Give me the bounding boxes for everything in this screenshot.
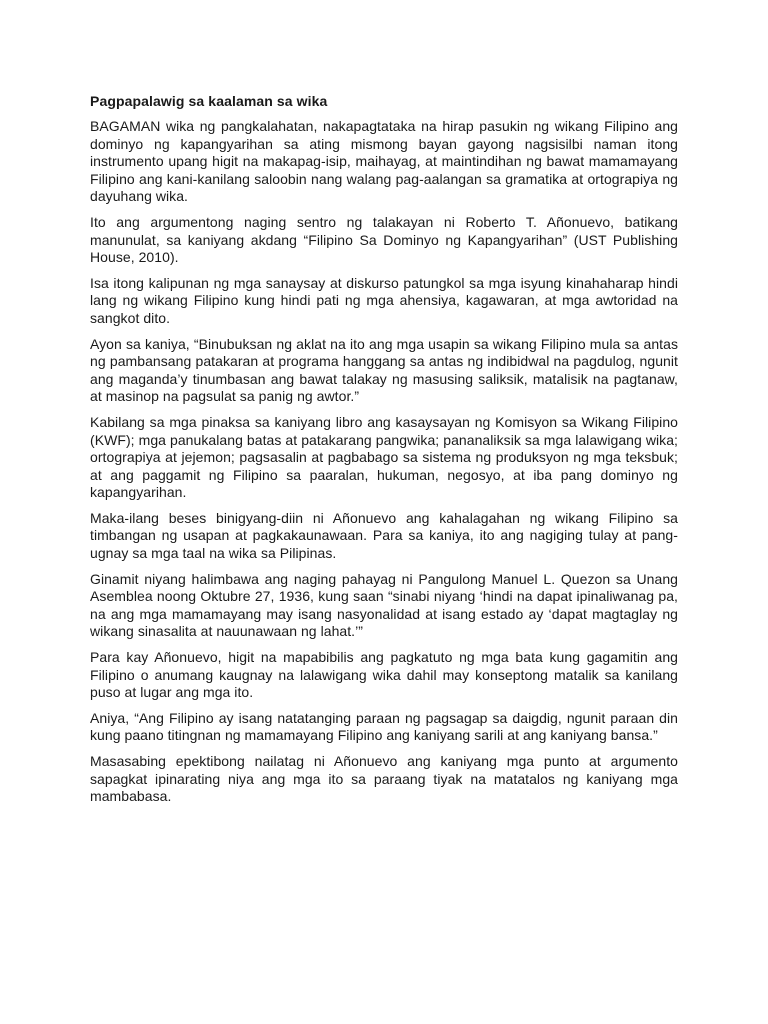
paragraph-6: Maka-ilang beses binigyang-diin ni Añonuevo ang kahalagahan ng wikang Filipino sa timbangan ng usapan at pagkakaunawaan. Para sa kaniya, ito ang nagiging tulay at pang-ugnay sa mga taal na wika sa Pilipinas. (90, 509, 678, 562)
paragraph-10: Masasabing epektibong nailatag ni Añonuevo ang kaniyang mga punto at argumento sapagkat ipinarating niya ang mga ito sa paraang tiyak na matatalos ng kaniyang mga mambabasa. (90, 753, 678, 805)
paragraph-5: Kabilang sa mga pinaksa sa kaniyang libro ang kasaysayan ng Komisyon sa Wikang Filipino (KWF); mga panukalang batas at patakarang pangwika; pananaliksik sa mga lalawigang wika; ortograpiya at jejemon; pagsasalin at pagbabago sa sistema ng produksyon ng mga teksbuk; at ang paggamit ng Filipino sa paaralan, hukuman, negosyo, at iba pang dominyo ng kapangyarihan. (90, 413, 678, 501)
paragraph-8: Para kay Añonuevo, higit na mapabibilis ang pagkatuto ng mga bata kung gagamitin ang Filipino o anumang kaugnay na lalawigang wika dahil may konseptong matalik sa kanilang puso at lugar ang mga ito. (90, 649, 678, 701)
paragraph-7: Ginamit niyang halimbawa ang naging pahayag ni Pangulong Manuel L. Quezon sa Unang Asemblea noong Oktubre 27, 1936, kung saan “sinabi niyang ‘hindi na dapat ipinaliwanag pa, na ang mga mamamayang may isang nasyonalidad at isang estado ay ‘dapat magtaglay ng wikang sinasalita at nauunawaan ng lahat.’” (90, 570, 678, 640)
paragraph-3: Isa itong kalipunan ng mga sanaysay at diskurso patungkol sa mga isyung kinahaharap hindi lang ng wikang Filipino kung hindi pati ng mga ahensiya, kagawaran, at mga awtoridad na sangkot dito. (90, 274, 678, 326)
paragraph-9: Aniya, “Ang Filipino ay isang natatanging paraan ng pagsagap sa daigdig, ngunit paraan din kung paano titingnan ng mamamayang Filipino ang kaniyang sarili at ang kaniyang bansa.” (90, 709, 678, 744)
document-title: Pagpapalawig sa kaalaman sa wika (90, 93, 328, 109)
document-page (90, 92, 678, 814)
paragraph-2: Ito ang argumentong naging sentro ng talakayan ni Roberto T. Añonuevo, batikang manunulat, sa kaniyang akdang “Filipino Sa Dominyo ng Kapangyarihan” (UST Publishing House, 2010). (90, 213, 678, 266)
paragraph-1: BAGAMAN wika ng pangkalahatan, nakapagtataka na hirap pasukin ng wikang Filipino ang dominyo ng kapangyarihan sa ating mismong bayan gayong nagsisilbi naman itong instrumento upang higit na makapag-isip, maihayag, at maintindihan ng bawat mamamayang Filipino ang kani-kanilang saloobin nang walang pag-aalangan sa gramatika at ortograpiya ng dayuhang wika. (90, 118, 678, 205)
paragraph-4: Ayon sa kaniya, “Binubuksan ng aklat na ito ang mga usapin sa wikang Filipino mula sa antas ng pambansang patakaran at programa hanggang sa antas ng indibidwal na pagdulog, ngunit ang maganda’y tinumbasan ang bawat talakay ng masusing saliksik, matalisik na pagtanaw, at masinop na pagsulat sa panig ng awtor.” (90, 335, 678, 405)
